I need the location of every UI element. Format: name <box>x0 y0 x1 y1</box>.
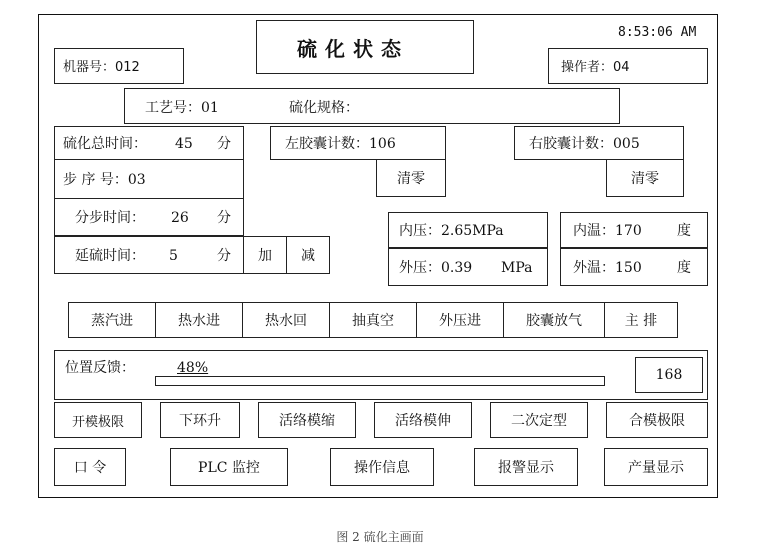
position-progress-fill <box>156 377 371 385</box>
operator-box <box>548 48 708 84</box>
total-time-value: 45 <box>175 136 193 152</box>
segment-mold-extend[interactable] <box>374 402 472 438</box>
total-time-unit: 分 <box>217 136 231 152</box>
inner-temperature: 内温：170 <box>573 223 642 239</box>
process-info-row <box>124 88 620 124</box>
delay-time-label: 延硫时间： <box>75 248 145 264</box>
left-capsule-count: 左胶囊计数：106 <box>285 136 396 152</box>
operator: 操作者：04 <box>561 60 630 75</box>
segment-mold-extend-label: 活络模伸 <box>395 413 451 429</box>
outer-pressure: 外压：0.39 <box>399 260 473 276</box>
subtract-button-label: 减 <box>301 248 315 264</box>
valve-main-drain-label: 主 排 <box>624 313 658 329</box>
plc-monitor-button-label: PLC 监控 <box>198 460 260 476</box>
outer-pressure-box <box>388 248 548 286</box>
clear-right-button[interactable] <box>606 159 684 197</box>
sub-time-value: 26 <box>171 210 189 226</box>
valve-outer-pressure-in[interactable] <box>416 302 504 338</box>
sub-time-unit: 分 <box>217 210 231 226</box>
outer-temp-box <box>560 248 708 286</box>
valve-main-drain[interactable] <box>604 302 678 338</box>
valve-steam-in-label: 蒸汽进 <box>91 313 133 329</box>
inner-pressure-box <box>388 212 548 248</box>
password-button-label: 口 令 <box>73 460 107 476</box>
operation-info-button-label: 操作信息 <box>354 460 410 476</box>
total-time-label: 硫化总时间： <box>63 136 147 152</box>
valve-outer-pressure-in-label: 外压进 <box>439 313 481 329</box>
step-box <box>54 159 244 199</box>
spec-label: 硫化规格： <box>289 100 359 116</box>
sub-time-box <box>54 198 244 236</box>
production-display-button-label: 产量显示 <box>628 460 684 476</box>
segment-mold-retract-label: 活络模缩 <box>279 413 335 429</box>
position-count: 168 <box>655 367 683 383</box>
outer-pressure-unit: MPa <box>501 260 533 276</box>
position-count-box <box>635 357 703 393</box>
lower-ring-up[interactable] <box>160 402 240 438</box>
valve-steam-in[interactable] <box>68 302 156 338</box>
position-feedback-percent: 48% <box>177 360 209 376</box>
delay-time-value: 5 <box>169 248 178 264</box>
valve-hot-water-return[interactable] <box>242 302 330 338</box>
subtract-button[interactable] <box>286 236 330 274</box>
valve-vacuum-label: 抽真空 <box>352 313 394 329</box>
mold-close-limit[interactable] <box>606 402 708 438</box>
clear-right-label: 清零 <box>631 171 659 187</box>
lower-ring-up-label: 下环升 <box>179 413 221 429</box>
machine-number-box <box>54 48 184 84</box>
delay-time-unit: 分 <box>217 248 231 264</box>
clock: 8:53:06 AM <box>618 25 697 40</box>
title-box <box>256 20 474 74</box>
alarm-display-button-label: 报警显示 <box>498 460 554 476</box>
plc-monitor-button[interactable] <box>170 448 288 486</box>
inner-temp-box <box>560 212 708 248</box>
operation-info-button[interactable] <box>330 448 434 486</box>
add-button-label: 加 <box>258 248 272 264</box>
valve-hot-water-return-label: 热水回 <box>265 313 307 329</box>
valve-capsule-vent-label: 胶囊放气 <box>526 313 582 329</box>
position-progress-bar <box>155 376 605 386</box>
inner-temperature-unit: 度 <box>677 223 691 239</box>
second-shaping[interactable] <box>490 402 588 438</box>
position-feedback-panel <box>54 350 708 400</box>
process-number: 工艺号：01 <box>145 100 219 116</box>
alarm-display-button[interactable] <box>474 448 578 486</box>
machine-number: 机器号：012 <box>63 60 140 75</box>
mold-open-limit-label: 开模极限 <box>71 414 124 430</box>
outer-temperature-unit: 度 <box>677 260 691 276</box>
total-time-box <box>54 126 244 160</box>
password-button[interactable] <box>54 448 126 486</box>
figure-caption: 图 2 硫化主画面 <box>336 530 424 544</box>
clear-left-label: 清零 <box>397 171 425 187</box>
valve-capsule-vent[interactable] <box>503 302 605 338</box>
second-shaping-label: 二次定型 <box>511 413 567 429</box>
position-feedback-label: 位置反馈： <box>65 360 135 376</box>
page-title: 硫化状态 <box>297 37 409 61</box>
valve-hot-water-in-label: 热水进 <box>178 313 220 329</box>
right-capsule-counter <box>514 126 684 160</box>
delay-time-box <box>54 236 244 274</box>
mold-open-limit[interactable] <box>54 402 142 438</box>
sub-time-label: 分步时间： <box>75 210 145 226</box>
left-capsule-counter <box>270 126 446 160</box>
inner-pressure: 内压：2.65MPa <box>399 223 504 239</box>
valve-hot-water-in[interactable] <box>155 302 243 338</box>
segment-mold-retract[interactable] <box>258 402 356 438</box>
right-capsule-count: 右胶囊计数：005 <box>529 136 640 152</box>
add-button[interactable] <box>243 236 287 274</box>
production-display-button[interactable] <box>604 448 708 486</box>
valve-vacuum[interactable] <box>329 302 417 338</box>
step-number: 步 序 号：03 <box>63 172 146 188</box>
mold-close-limit-label: 合模极限 <box>629 413 685 429</box>
outer-temperature: 外温：150 <box>573 260 642 276</box>
clear-left-button[interactable] <box>376 159 446 197</box>
